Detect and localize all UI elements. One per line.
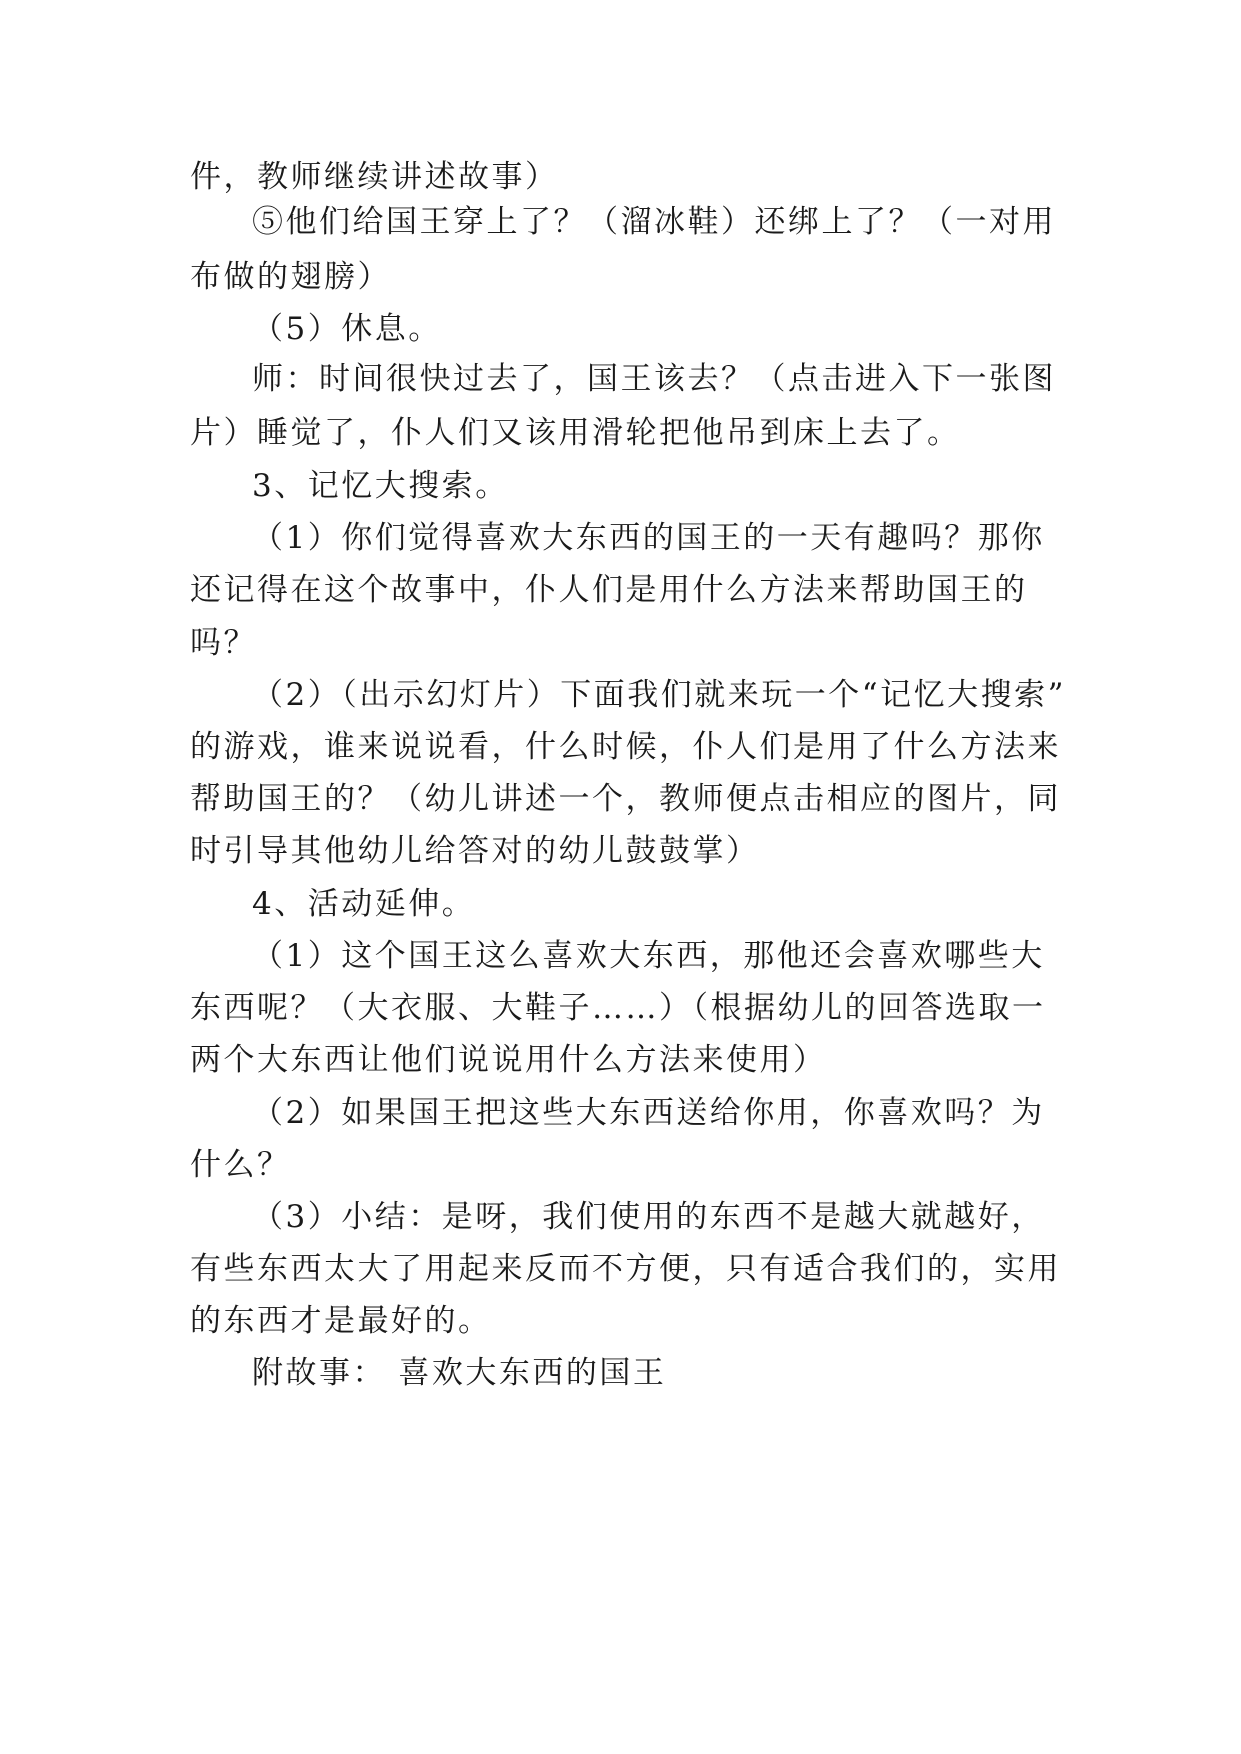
text-line: （2）如果国王把这些大东西送给你用，你喜欢吗？为 [252,1095,1045,1131]
text-line: 帮助国王的？（幼儿讲述一个，教师便点击相应的图片，同 [190,781,1061,817]
text-line: （1）这个国王这么喜欢大东西，那他还会喜欢哪些大 [252,938,1045,974]
text-line: 时引导其他幼儿给答对的幼儿鼓鼓掌） [190,833,760,869]
text-line: ⑤他们给国王穿上了？（溜冰鞋）还绑上了？（一对用 [252,204,1056,240]
text-line: 两个大东西让他们说说用什么方法来使用） [190,1042,827,1078]
text-line: 片）睡觉了，仆人们又该用滑轮把他吊到床上去了。 [190,415,961,451]
text-line: 的游戏，谁来说说看，什么时候，仆人们是用了什么方法来 [190,729,1061,765]
text-line: 什么？ [190,1147,291,1183]
text-line: （2）（出示幻灯片）下面我们就来玩一个“记忆大搜索” [252,677,1066,713]
text-line: （1）你们觉得喜欢大东西的国王的一天有趣吗？那你 [252,520,1045,556]
story-title: 附故事： 喜欢大东西的国王 [252,1355,667,1391]
section-heading: 3、记忆大搜索。 [252,468,509,504]
text-line: 有些东西太大了用起来反而不方便，只有适合我们的，实用 [190,1251,1061,1287]
text-line: （5）休息。 [252,311,442,347]
text-line: 吗？ [190,625,257,661]
section-heading: 4、活动延伸。 [252,886,476,922]
text-line: 东西呢？（大衣服、大鞋子……）（根据幼儿的回答选取一 [190,990,1046,1026]
text-line: 件，教师继续讲述故事） [190,159,559,195]
text-line: （3）小结：是呀，我们使用的东西不是越大就越好， [252,1199,1045,1235]
text-line: 师：时间很快过去了，国王该去？（点击进入下一张图 [252,361,1056,397]
text-line: 还记得在这个故事中，仆人们是用什么方法来帮助国王的 [190,572,1028,608]
text-line: 的东西才是最好的。 [190,1303,492,1339]
text-line: 布做的翅膀） [190,259,391,295]
